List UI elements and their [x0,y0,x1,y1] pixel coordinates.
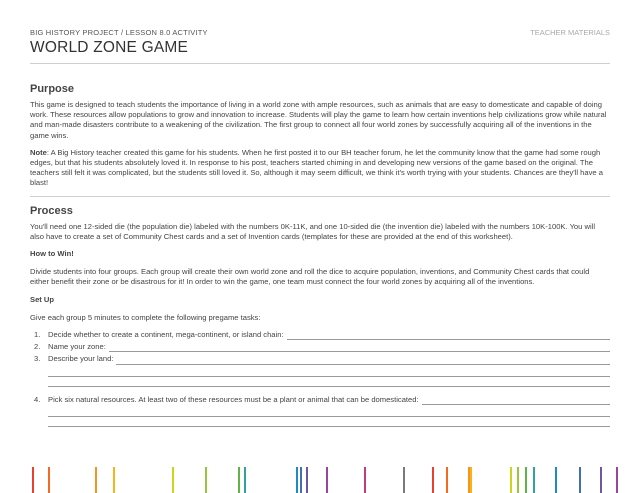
color-bar [517,467,519,493]
answer-line[interactable] [48,377,610,387]
process-heading: Process [30,204,73,217]
note-text: : A Big History teacher created this game for his students. When he first posted it to our BH teacher forum, he let the community know that the game had some rough edges, but that his students absolutely loved it. In response to his post, teachers started chiming in and developing new versions of the game based on the original. The teachers still felt it was complicated, but the students still loved it. So, although it may seem difficult, we think it's worth trying with your students. Chances are they'll have a blast! [30,147,603,188]
document-body [30,83,610,427]
color-bar [446,467,448,493]
task-text: Decide whether to create a continent, mega-continent, or island chain: [48,330,284,340]
teacher-materials-label: TEACHER MATERIALS [530,28,610,37]
setup-paragraph: Give each group 5 minutes to complete the following pregame tasks: [30,312,261,322]
how-to-win-heading: How to Win! [30,249,74,259]
color-bar [48,467,50,493]
answer-line[interactable] [48,367,610,377]
color-bar [300,467,302,493]
answer-line[interactable] [109,343,610,352]
setup-heading: Set Up [30,294,55,304]
answer-line[interactable] [422,396,610,405]
color-bar [296,467,298,493]
color-bar [32,467,34,493]
color-bar [364,467,366,493]
color-bar [326,467,328,493]
task-item [30,342,610,352]
header-divider [30,63,610,64]
color-bar [555,467,557,493]
answer-line[interactable] [116,356,610,365]
color-bar [579,467,581,493]
color-bar [113,467,115,493]
color-bar [525,467,527,493]
color-bar [238,467,240,493]
answer-line[interactable] [287,331,610,340]
task-text: Describe your land: [48,354,114,364]
color-bar [403,467,405,493]
header [30,28,610,57]
color-bar [205,467,207,493]
task-item [30,330,610,340]
color-bar [616,467,618,493]
color-bar [432,467,434,493]
color-bar [172,467,174,493]
note-paragraph [30,148,610,189]
how-to-win-paragraph: Divide students into four groups. Each group will create their own world zone and roll the dice to acquire population, inventions, and Community Chest cards that could either benefit their zone or be disastrous for it! In order to win the game, one team must connect the four world zones by acquiring all of the inventions. [30,267,590,287]
task-number: 1. [34,330,41,340]
task-number: 3. [34,354,41,364]
section-divider [30,196,610,197]
lesson-kicker: BIG HISTORY PROJECT / LESSON 8.0 ACTIVITY [30,28,208,37]
page-title: WORLD ZONE GAME [30,39,189,56]
color-bar [510,467,512,493]
color-bar [600,467,602,493]
note-label: Note [30,147,47,157]
color-bar [533,467,535,493]
task-item [30,395,610,405]
purpose-heading: Purpose [30,83,75,95]
color-bar [244,467,246,493]
task-number: 4. [34,394,41,404]
answer-line[interactable] [48,417,610,427]
color-bar [306,467,308,493]
color-bar [470,467,472,493]
task-text: Pick six natural resources. At least two of these resources must be a plant or animal that can be domesticated: [48,394,419,404]
task-item [30,354,610,364]
color-bar [95,467,97,493]
answer-line[interactable] [48,407,610,417]
task-text: Name your zone: [48,342,106,352]
pregame-task-list [30,330,610,427]
purpose-paragraph: This game is designed to teach students the importance of living in a world zone with ample resources, such as animals that are easy to domesticate and capable of doing work. These resources allow populations to grow and innovation to increase. Students will play the game to learn how certain inventions help civilizations grow while natural and man-made disasters contribute to a weakening of the civilization. The first group to connect all four world zones by successfully acquiring all of the inventions in the game wins. [30,100,607,140]
process-paragraph: You'll need one 12-sided die (the population die) labeled with the numbers 0K-11K, and one 10-sided die (the invention die) labeled with the numbers 10K-100K. You will also have to create a set of Community Chest cards and a set of Invention cards (templates for these are provided at the end of this worksheet). [30,221,596,241]
decorative-color-bars [0,467,638,493]
task-number: 2. [34,342,41,352]
